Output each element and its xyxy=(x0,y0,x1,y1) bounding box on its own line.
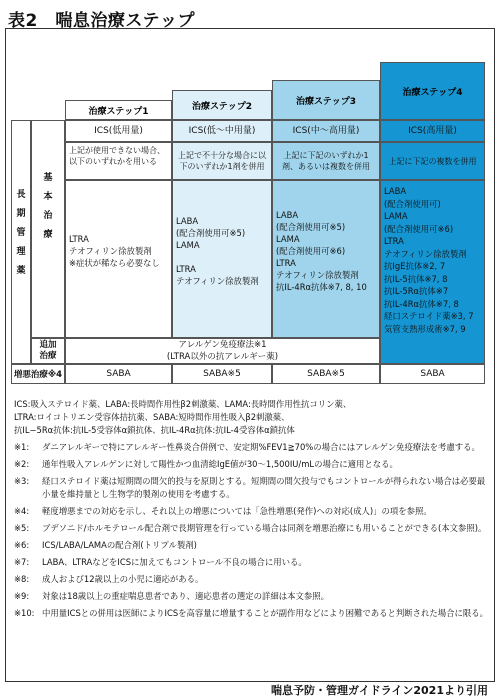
step4-basic-item: 抗IL-5抗体※7, 8 xyxy=(384,273,448,284)
source-citation: 喘息予防・管理ガイドライン2021より引用 xyxy=(271,684,488,697)
step3-basic xyxy=(272,180,380,338)
step4-basic-item: (配合剤使用可) xyxy=(384,198,441,209)
note-row xyxy=(14,505,490,518)
step1-basic-item: ※症状が稀なら必要なし xyxy=(69,258,160,268)
note-label: ※10: xyxy=(14,608,35,618)
abbreviation-line: ICS:吸入ステロイド薬、LABA:長時間作用性β2刺激薬、LAMA:長時間作用性抗コリン薬、 xyxy=(14,399,352,409)
step2-basic-item: LAMA xyxy=(176,240,200,250)
exacerbation-label-box xyxy=(11,364,65,384)
step3-basic-item: (配合剤使用可※5) xyxy=(276,222,346,232)
basic-label-box xyxy=(31,120,65,338)
exacerbation-label: 増悪治療※4 xyxy=(13,370,63,380)
note-text: 軽度増悪までの対応を示し、それ以上の増悪については「急性増悪(発作)への対応(成人)」の項を参照。 xyxy=(42,506,432,516)
note-row xyxy=(14,522,490,535)
note-text: 中用量ICSとの併用は医師によりICSを高容量に増量することが副作用などにより困難であると判断された場合に限る。 xyxy=(42,608,489,618)
note-row xyxy=(14,607,490,620)
note-label: ※7: xyxy=(14,557,30,567)
note-label: ※1: xyxy=(14,442,30,452)
additional-line1: アレルゲン免疫療法※1 xyxy=(178,340,267,350)
note-text: 対象は18歳以上の重症喘息患者であり、適応患者の選定の詳細は本文参照。 xyxy=(42,591,330,601)
long-term-label: 長期管理薬 xyxy=(16,190,26,276)
step3-basic-item: 抗IL-4Rα抗体※7, 8, 10 xyxy=(276,282,367,292)
step2-basic-item: LABA xyxy=(176,216,199,226)
note-text: ICS/LABA/LAMAの配合剤(トリプル製剤) xyxy=(42,540,197,550)
step2-ics: ICS(低～中用量) xyxy=(172,120,272,142)
step2-exacerbation: SABA※5 xyxy=(172,364,272,384)
abbreviation-line: LTRA:ロイコトリエン受容体拮抗薬、SABA:短時間作用性吸入β2刺激薬、 xyxy=(14,412,290,422)
step4-basic-item: LABA xyxy=(384,186,407,196)
step2-basic-item: (配合剤使用可※5) xyxy=(176,228,246,238)
step4-basic xyxy=(380,180,485,364)
note-label: ※3: xyxy=(14,476,30,486)
step2-basic xyxy=(172,180,272,338)
note-text: ダニアレルギーで特にアレルギー性鼻炎合併例で、安定期%FEV1≧70%の場合にはアレルゲン免疫療法を考慮する。 xyxy=(42,442,480,452)
note-label: ※6: xyxy=(14,540,30,550)
abbreviation-line: 抗IL−5Rα抗体:抗IL-5受容体α鎖抗体、抗IL-4Rα抗体:抗IL-4受容体α鎖抗体 xyxy=(14,425,295,435)
note-row xyxy=(14,573,490,586)
step4-basic-item: (配合剤使用可※6) xyxy=(384,223,454,234)
step1-ics: ICS(低用量) xyxy=(65,120,172,142)
step4-condition: 上記に下記の複数を併用 xyxy=(380,142,485,180)
step4-exacerbation: SABA xyxy=(380,364,485,384)
step1-header: 治療ステップ1 xyxy=(65,100,172,120)
step3-ics: ICS(中～高用量) xyxy=(272,120,380,142)
step1-basic-item: テオフィリン徐放製剤 xyxy=(69,246,152,256)
note-label: ※4: xyxy=(14,506,30,516)
note-label: ※8: xyxy=(14,574,30,584)
note-label: ※2: xyxy=(14,459,30,469)
additional-line2: (LTRA以外の抗アレルギー薬) xyxy=(166,352,279,362)
step3-exacerbation: SABA※5 xyxy=(272,364,380,384)
step4-header: 治療ステップ4 xyxy=(380,62,485,120)
step4-basic-item: 経口ステロイド薬※3, 7 xyxy=(384,311,474,321)
step3-basic-item: LTRA xyxy=(276,258,296,268)
note-row xyxy=(14,556,490,569)
step2-basic-item: LTRA xyxy=(176,264,196,274)
note-label: ※9: xyxy=(14,591,30,601)
step3-basic-item: LABA xyxy=(276,210,299,220)
note-row xyxy=(14,539,490,552)
step4-basic-item: 抗IL-4Rα抗体※7, 8 xyxy=(384,298,459,309)
step4-basic-item: LTRA xyxy=(384,236,404,246)
step3-basic-item: (配合剤使用可※6) xyxy=(276,246,346,256)
note-text: 成人および12歳以上の小児に適応がある。 xyxy=(42,574,204,584)
step4-ics: ICS(高用量) xyxy=(380,120,485,142)
note-text: LABA、LTRAなどをICSに加えてもコントロール不良の場合に用いる。 xyxy=(42,557,307,567)
step2-condition: 上記で不十分な場合に以下のいずれか1剤を併用 xyxy=(172,142,272,180)
note-row xyxy=(14,475,490,501)
additional-label-box xyxy=(31,338,65,364)
note-text: ブデソニド/ホルモテロール配合剤で長期管理を行っている場合は同剤を増悪治療にも用いることができる(本文参照)。 xyxy=(42,523,487,533)
note-row xyxy=(14,590,490,603)
note-text: 通年性吸入アレルゲンに対して陽性かつ血清総IgE値が30～1,500IU/mLの場合に適用となる。 xyxy=(42,459,398,469)
step3-basic-item: テオフィリン徐放製剤 xyxy=(276,270,359,280)
step1-basic xyxy=(65,180,172,338)
note-row xyxy=(14,441,490,454)
note-row xyxy=(14,458,490,471)
step2-header: 治療ステップ2 xyxy=(172,90,272,120)
step2-basic-item: テオフィリン徐放製剤 xyxy=(176,276,259,286)
step4-basic-item: テオフィリン徐放製剤 xyxy=(384,248,467,259)
additional-therapy xyxy=(65,338,380,364)
step2-basic-item xyxy=(176,251,268,263)
step1-exacerbation: SABA xyxy=(65,364,172,384)
notes-section xyxy=(14,398,490,624)
step4-basic-item: LAMA xyxy=(384,211,408,221)
step4-basic-item: 抗IL-5Rα抗体※7 xyxy=(384,286,449,296)
table-title: 表2 喘息治療ステップ xyxy=(8,11,195,31)
step1-basic-item: LTRA xyxy=(69,234,89,244)
step1-condition: 上記が使用できない場合、以下のいずれかを用いる xyxy=(65,142,172,180)
long-term-label-box xyxy=(11,120,31,364)
basic-label: 基本治療 xyxy=(43,173,53,240)
step3-header: 治療ステップ3 xyxy=(272,80,380,120)
step3-basic-item: LAMA xyxy=(276,234,300,244)
step4-basic-item: 気管支熱形成術※7, 9 xyxy=(384,323,466,334)
additional-label: 追加治療 xyxy=(39,340,57,361)
step4-basic-item: 抗IgE抗体※2, 7 xyxy=(384,261,446,271)
step3-condition: 上記に下記のいずれか1剤、あるいは複数を併用 xyxy=(272,142,380,180)
note-text: 経口ステロイド薬は短期間の間欠的投与を原則とする。短期間の間欠投与でもコントロールが得られない場合は必要最小量を維持量とし生物学的製剤の使用を考慮する。 xyxy=(42,476,486,499)
note-label: ※5: xyxy=(14,523,30,533)
